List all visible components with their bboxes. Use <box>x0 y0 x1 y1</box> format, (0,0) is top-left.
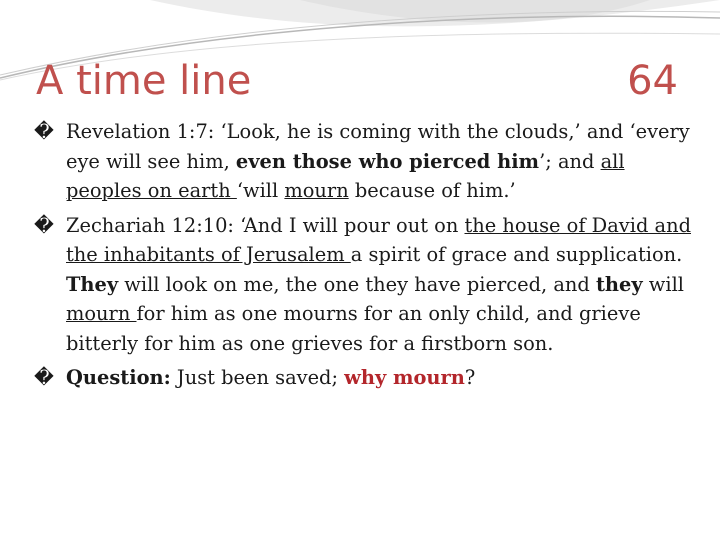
underlined-text: mourn <box>284 179 349 202</box>
text: a spirit of grace and supplication. <box>350 243 683 266</box>
text: ’; and <box>539 149 601 173</box>
underlined-text: the house of David and the inhabitants of Jerusalem <box>66 213 691 266</box>
slide-number: 64 <box>627 58 678 104</box>
bullet-icon: � <box>34 366 54 389</box>
bullet-zechariah <box>34 211 694 359</box>
bullet-icon: � <box>34 213 54 237</box>
text: Just been saved; <box>170 366 345 389</box>
bullet-revelation <box>34 117 694 206</box>
bullet-question <box>34 363 694 393</box>
underlined-text: all peoples on earth <box>66 149 625 202</box>
text: for him as one mourns for an only child, and grieve bitterly for him as one grieves for a firstborn son. <box>66 302 641 355</box>
text: ? <box>464 366 476 389</box>
bullet-icon: � <box>34 120 54 143</box>
bold-text: They <box>66 272 119 296</box>
text: because of him.’ <box>348 179 516 202</box>
text: ‘will <box>236 179 285 202</box>
slide-title: A time line <box>36 58 252 104</box>
underlined-text: mourn <box>66 302 137 325</box>
bold-text: they <box>595 272 643 296</box>
bold-text: even those who pierced him <box>235 149 540 173</box>
bold-text: Question: <box>66 366 171 389</box>
text: Zechariah 12:10: ‘And I will pour out on <box>66 213 465 237</box>
text: will <box>642 272 684 296</box>
slide-content <box>34 117 694 398</box>
emphasis-text: why mourn <box>344 366 465 389</box>
text: will look on me, the one they have pierced, and <box>118 272 596 296</box>
text: Revelation 1:7: ‘Look, he is coming with the clouds,’ and ‘every eye will see him, <box>66 120 690 173</box>
